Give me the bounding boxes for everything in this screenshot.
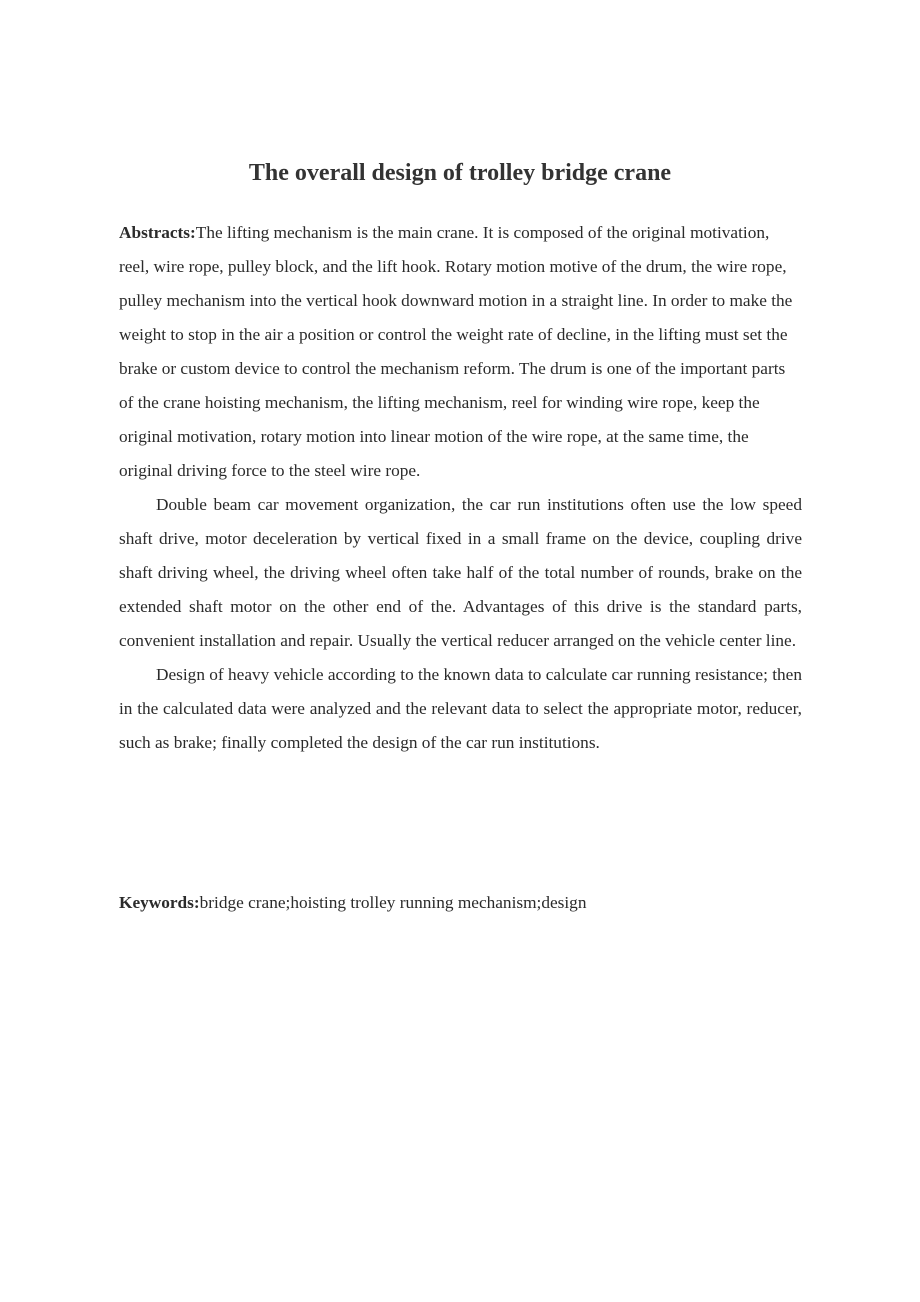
body-paragraph-2: Design of heavy vehicle according to the known data to calculate car running resistance; then in the calculated data were analyzed and the relevant data to select the appropriate motor, reducer, such as brake; finally completed the design of the car run institutions. [119,665,802,752]
abstract-label: Abstracts: [119,223,196,242]
keywords-section [119,886,802,920]
abstract-text: The lifting mechanism is the main crane. It is composed of the original motivation, reel, wire rope, pulley block, and the lift hook. Rotary motion motive of the drum, the wire rope, pulley mechanism into the vertical hook downward motion in a straight line. In order to make the weight to stop in the air a position or control the weight rate of decline, in the lifting must set the brake or custom device to control the mechanism reform. The drum is one of the important parts of the crane hoisting mechanism, the lifting mechanism, reel for winding wire rope, keep the original motivation, rotary motion into linear motion of the wire rope, at the same time, the original driving force to the steel wire rope. [119,223,793,480]
abstract-paragraph [119,216,802,488]
document-title: The overall design of trolley bridge crane [248,160,672,186]
keywords-text: bridge crane;hoisting trolley running mechanism;design [199,893,587,912]
keywords-label: Keywords: [119,893,200,912]
body-paragraph-1: Double beam car movement organization, the car run institutions often use the low speed shaft drive, motor deceleration by vertical fixed in a small frame on the device, coupling drive shaft driving wheel, the driving wheel often take half of the total number of rounds, brake on the extended shaft motor on the other end of the. Advantages of this drive is the standard parts, convenient installation and repair. Usually the vertical reducer arranged on the vehicle center line. [119,495,802,650]
abstract-section [119,216,802,760]
